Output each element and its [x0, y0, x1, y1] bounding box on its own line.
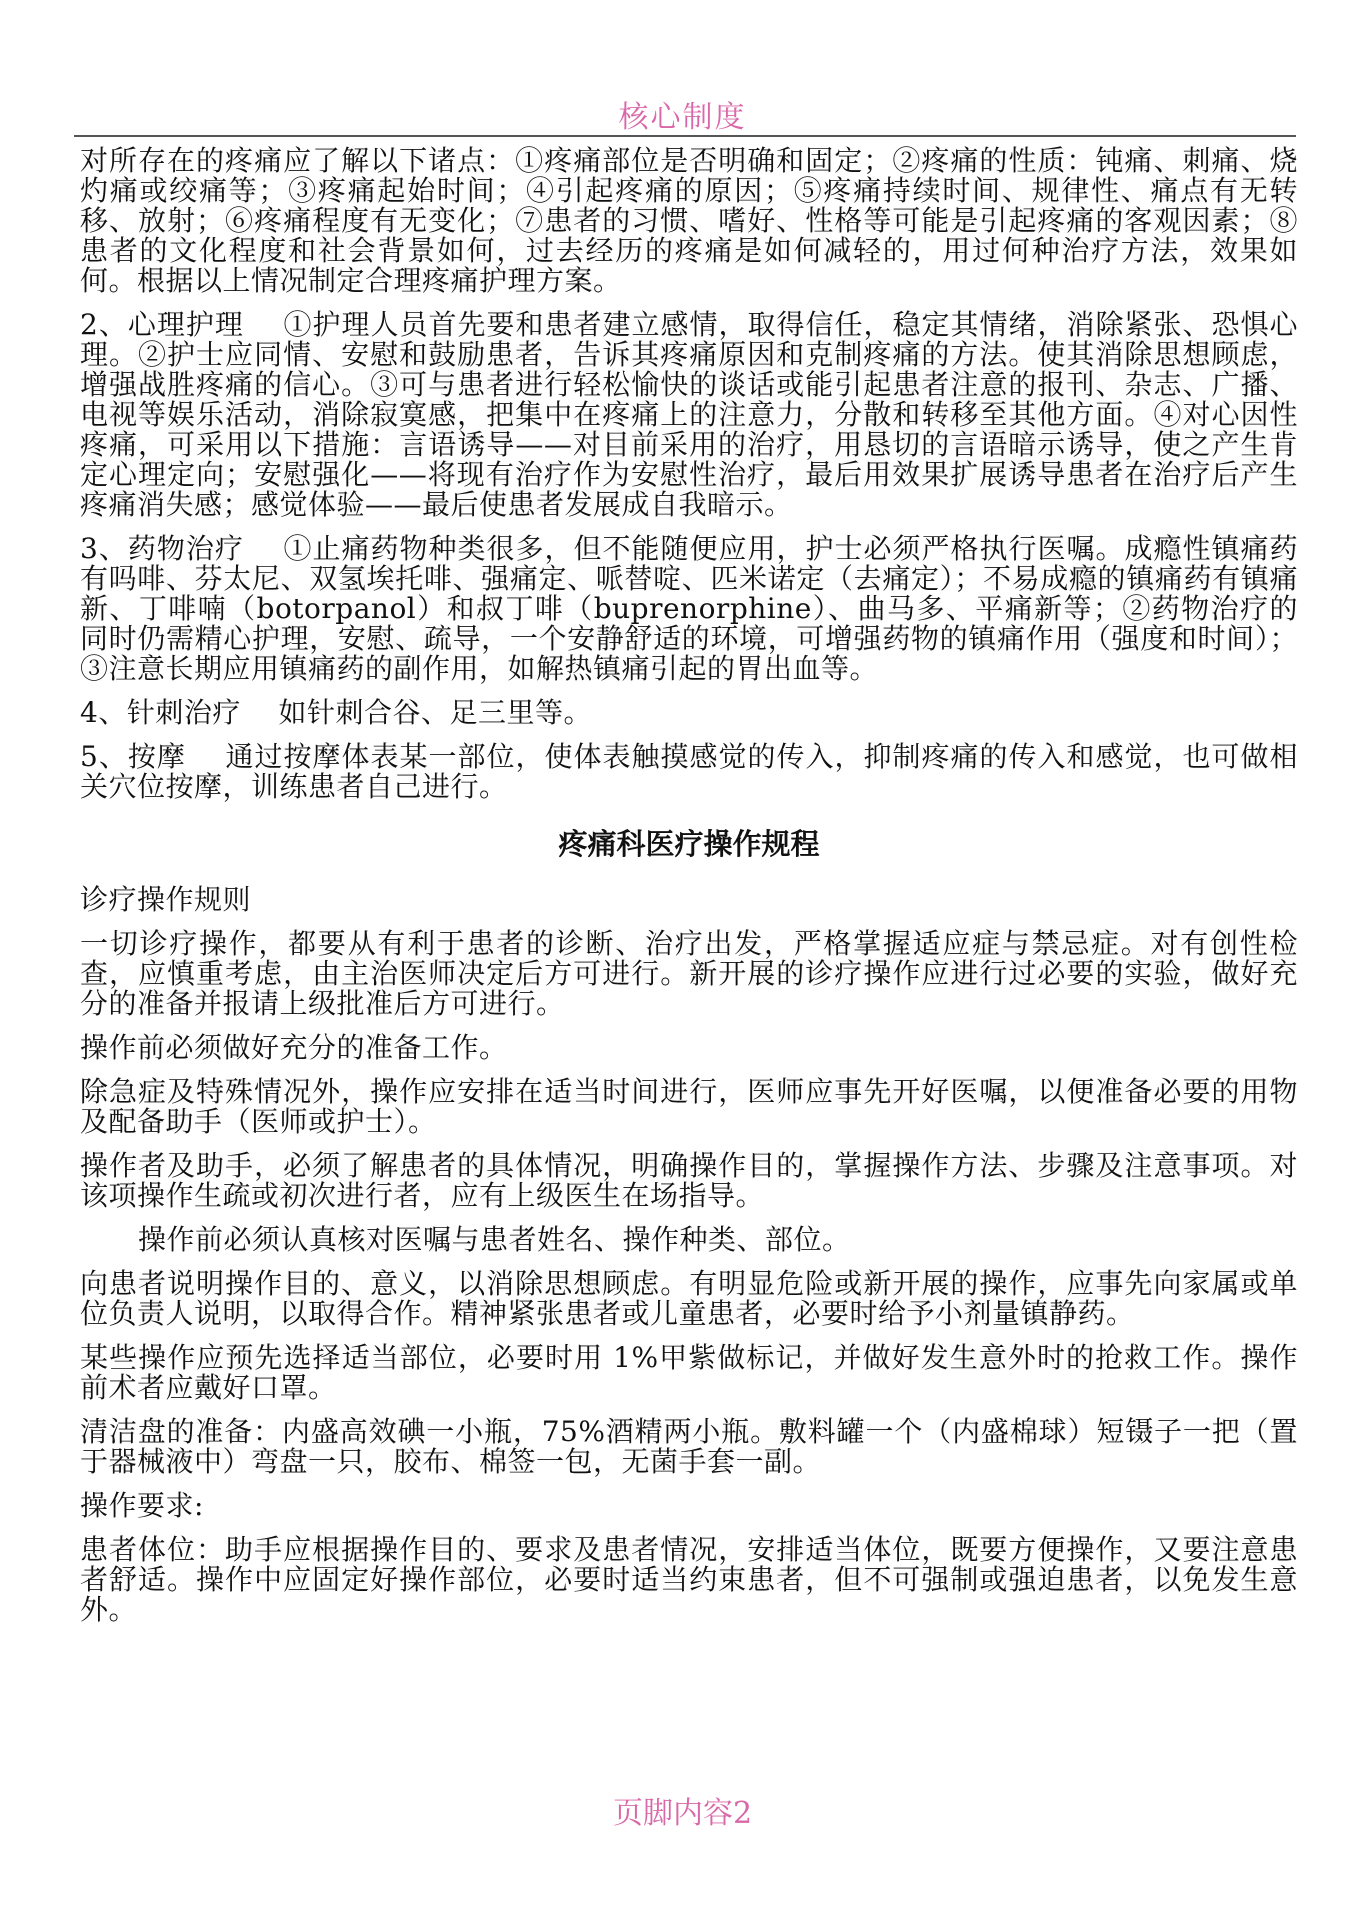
page-footer	[0, 1788, 1365, 1832]
paragraph-pain-assessment: 对所存在的疼痛应了解以下诸点：①疼痛部位是否明确和固定；②疼痛的性质：钝痛、刺痛、烧灼痛或绞痛等；③疼痛起始时间；④引起疼痛的原因；⑤疼痛持续时间、规律性、痛点有无转移、放射；⑥疼痛程度有无变化；⑦患者的习惯、嗜好、性格等可能是引起疼痛的客观因素；⑧患者的文化程度和社会背景如何，过去经历的疼痛是如何减轻的，用过何种治疗方法，效果如何。根据以上情况制定合理疼痛护理方案。	[80, 144, 1298, 297]
paragraph-preparation: 操作前必须做好充分的准备工作。	[80, 1031, 508, 1064]
item-text-drug: ①止痛药物种类很多，但不能随便应用，护士必须严格执行医嘱。成瘾性镇痛药有吗啡、芬太尼、双氢埃托啡、强痛定、哌替啶、匹米诺定（去痛定）；不易成瘾的镇痛药有镇痛新、丁啡喃（botorpanol）和叔丁啡（buprenorphine）、曲马多、平痛新等；②药物治疗的同时仍需精心护理，安慰、疏导，一个安静舒适的环境，可增强药物的镇痛作用（强度和时间）；③注意长期应用镇痛药的副作用，如解热镇痛引起的胃出血等。	[80, 532, 1298, 685]
page-content	[80, 146, 1298, 1639]
paragraph-clean-tray: 清洁盘的准备：内盛高效碘一小瓶，75%酒精两小瓶。敷料罐一个（内盛棉球）短镊子一把（置于器械液中）弯盘一只，胶布、棉签一包，无菌手套一副。	[80, 1415, 1298, 1478]
item-text-psychological: ①护理人员首先要和患者建立感情，取得信任，稳定其情绪，消除紧张、恐惧心理。②护士应同情、安慰和鼓励患者，告诉其疼痛原因和克制疼痛的方法。使其消除思想顾虑，增强战胜疼痛的信心。③可与患者进行轻松愉快的谈话或能引起患者注意的报刊、杂志、广播、电视等娱乐活动，消除寂寞感，把集中在疼痛上的注意力，分散和转移至其他方面。④对心因性疼痛，可采用以下措施：言语诱导——对目前采用的治疗，用恳切的言语暗示诱导，使之产生肯定心理定向；安慰强化——将现有治疗作为安慰性治疗，最后用效果扩展诱导患者在治疗后产生疼痛消失感；感觉体验——最后使患者发展成自我暗示。	[80, 308, 1298, 521]
item-text-massage: 通过按摩体表某一部位，使体表触摸感觉的传入，抑制疼痛的传入和感觉，也可做相关穴位按摩，训练患者自己进行。	[80, 740, 1298, 803]
paragraph-patient-position: 患者体位：助手应根据操作目的、要求及患者情况，安排适当体位，既要方便操作，又要注意患者舒适。操作中应固定好操作部位，必要时适当约束患者，但不可强制或强迫患者，以免发生意外。	[80, 1533, 1298, 1626]
footer-label: 页脚内容	[612, 1796, 733, 1831]
paragraph-psychological-care	[80, 310, 1298, 520]
paragraph-explain-patient: 向患者说明操作目的、意义，以消除思想顾虑。有明显危险或新开展的操作，应事先向家属或单位负责人说明，以取得合作。精神紧张患者或儿童患者，必要时给予小剂量镇静药。	[80, 1267, 1298, 1330]
paragraph-massage	[80, 742, 1298, 802]
header-divider	[74, 135, 1296, 137]
item-lead-massage: 5、按摩	[80, 740, 186, 773]
paragraph-verify-order: 操作前必须认真核对医嘱与患者姓名、操作种类、部位。	[138, 1223, 851, 1256]
paragraph-operator-knowledge: 操作者及助手，必须了解患者的具体情况，明确操作目的，掌握操作方法、步骤及注意事项。对该项操作生疏或初次进行者，应有上级医生在场指导。	[80, 1149, 1298, 1212]
item-lead-psychological: 2、心理护理	[80, 308, 244, 341]
paragraph-requirements-heading: 操作要求:	[80, 1489, 204, 1522]
paragraph-mark-site: 某些操作应预先选择适当部位，必要时用 1%甲紫做标记，并做好发生意外时的抢救工作。操作前术者应戴好口罩。	[80, 1341, 1298, 1404]
section-title: 疼痛科医疗操作规程	[558, 827, 820, 861]
paragraph-drug-therapy	[80, 534, 1298, 684]
page-number: 2	[732, 1796, 753, 1831]
paragraph-scheduling: 除急症及特殊情况外，操作应安排在适当时间进行，医师应事先开好医嘱，以便准备必要的用物及配备助手（医师或护士）。	[80, 1075, 1298, 1138]
item-lead-drug: 3、药物治疗	[80, 532, 244, 565]
page-header-title: 核心制度	[618, 100, 747, 135]
paragraph-rules-general: 一切诊疗操作，都要从有利于患者的诊断、治疗出发，严格掌握适应症与禁忌症。对有创性检查，应慎重考虑，由主治医师决定后方可进行。新开展的诊疗操作应进行过必要的实验，做好充分的准备并报请上级批准后方可进行。	[80, 927, 1298, 1020]
paragraph-rules-heading: 诊疗操作规则	[80, 883, 252, 916]
item-lead-acupuncture: 4、针刺治疗	[80, 696, 241, 729]
paragraph-acupuncture	[80, 698, 1298, 728]
item-text-acupuncture: 如针刺合谷、足三里等。	[278, 696, 592, 729]
